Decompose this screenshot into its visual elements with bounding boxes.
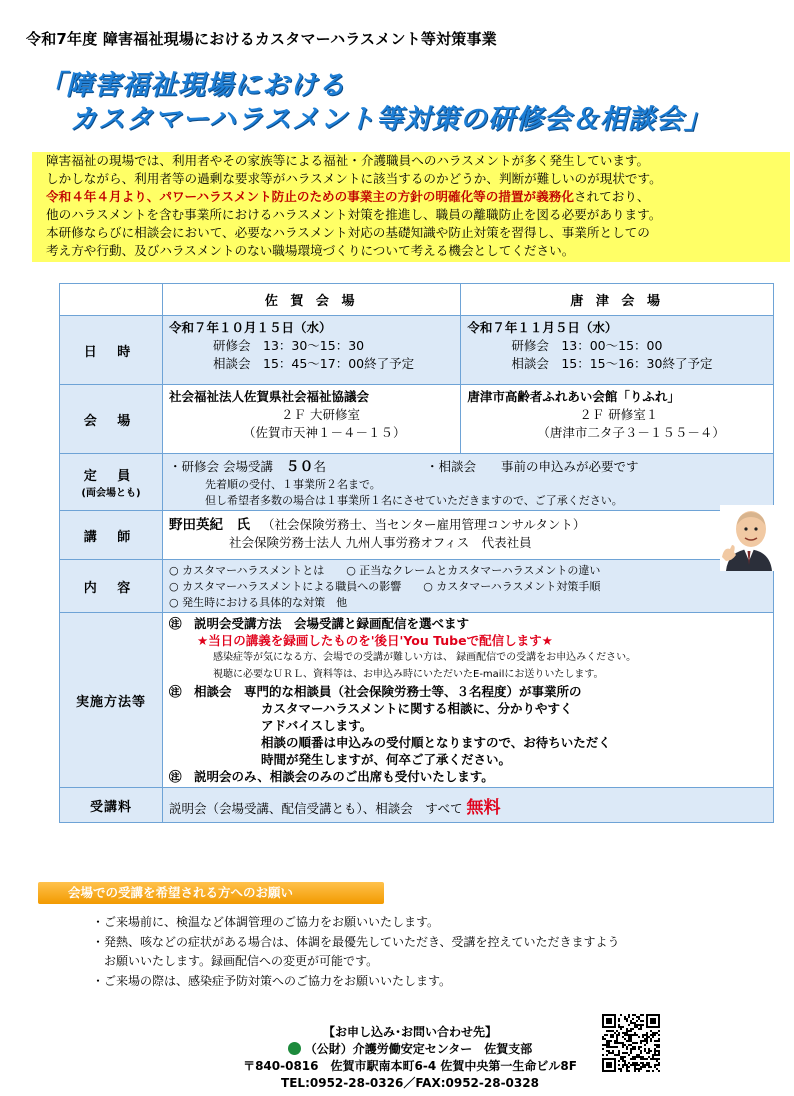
column-karatsu: 唐 津 会 場 bbox=[461, 284, 774, 316]
intro-line: 他のハラスメントを含む事業所におけるハラスメント対策を推進し、職員の離職防止を図る必要があります。 bbox=[46, 207, 662, 223]
content-cell: ○ カスタマーハラスメントとは ○ 正当なクレームとカスタマーハラスメントの違い ○ カスタマーハラスメントによる職員への影響 ○ カスタマーハラスメント対策手順 ○ 発生時における具体的な対策 他 bbox=[163, 560, 774, 613]
intro-line: 考え方や行動、及びハラスメントのない職場環境づくりについて考える機会としてください。 bbox=[46, 243, 575, 259]
karatsu-venue-cell: 唐津市高齢者ふれあい会館「りふれ」 ２Ｆ 研修室１ （唐津市二タ子３－１５５－４） bbox=[461, 385, 774, 454]
lecturer-cell: 野田英紀 氏 （社会保険労務士、当センター雇用管理コンサルタント） 社会保険労務士法人 九州人事労務オフィス 代表社員 bbox=[163, 511, 774, 560]
capacity-label: 定 員 (両会場とも) bbox=[60, 454, 163, 511]
karatsu-date-cell: 令和７年１１月５日（水） 研修会 13：00～15：00 相談会 15：15～16：30終了予定 bbox=[461, 316, 774, 385]
intro-line: 本研修ならびに相談会において、必要なハラスメント対応の基礎知識や防止対策を習得し、事業所としての bbox=[46, 225, 650, 241]
notice-item: ・ご来場の際は、感染症予防対策へのご協力をお願いいたします。 bbox=[92, 973, 452, 988]
venue-label: 会 場 bbox=[60, 385, 163, 454]
qr-code-icon[interactable] bbox=[602, 1014, 660, 1072]
notice-item: ・ご来場前に、検温など体調管理のご協力をお願いいたします。 bbox=[92, 915, 440, 929]
method-cell: ㊟ 説明会受講方法 会場受講と録画配信を選べます ★当日の講義を録画したものを'後日'You Tubeで配信します★ 感染症等が気になる方、会場での受講が難しい方は、 録画配信での受講をお申込みください。 視聴に必要なＵＲＬ、資料等は、お申込み時にいただいたE-mailにお送りいたします。 ㊟ 相談会 専門的な相談員（社会保険労務士等、３名程度）が事業所の カスタマーハラスメントに関する相談に、分かりやすく アドバイスします。 相談の順番は申込みの受付順となりますので、お待ちいただく 時間が発生しますが、何卒ご了承ください。 ㊟ 説明会のみ、相談会のみのご出席も受付いたします。 bbox=[163, 613, 774, 788]
event-table bbox=[59, 283, 774, 823]
contact-footer bbox=[230, 1024, 590, 1092]
saga-venue-cell: 社会福祉法人佐賀県社会福祉協議会 ２Ｆ 大研修室 （佐賀市天神１－４－１５） bbox=[163, 385, 461, 454]
org-logo-icon bbox=[288, 1042, 301, 1055]
column-saga: 佐 賀 会 場 bbox=[163, 284, 461, 316]
fee-free: 無料 bbox=[466, 797, 501, 818]
saga-date-cell: 令和７年１０月１５日（水） 研修会 13：30～15：30 相談会 15：45～17：00終了予定 bbox=[163, 316, 461, 385]
fee-label: 受講料 bbox=[60, 788, 163, 823]
title-line-1: 「障害福祉現場における bbox=[38, 70, 346, 101]
date-label: 日 時 bbox=[60, 316, 163, 385]
content-label: 内 容 bbox=[60, 560, 163, 613]
contact-address: 〒840-0816 佐賀市駅南本町6-4 佐賀中央第一生命ビル8F bbox=[243, 1059, 577, 1073]
notice-item: お願いいたします。録画配信への変更が可能です。 bbox=[104, 954, 379, 968]
program-subtitle: 令和7年度 障害福祉現場におけるカスタマーハラスメント等対策事業 bbox=[26, 30, 497, 48]
notice-list bbox=[92, 913, 620, 991]
contact-org: （公財）介護労働安定センター 佐賀支部 bbox=[230, 1041, 590, 1058]
intro-line: 令和４年４月より、パワーハラスメント防止のための事業主の方針の明確化等の措置が義務化されており、 bbox=[46, 189, 650, 205]
intro-line: しかしながら、利用者等の過剰な要求等がハラスメントに該当するのかどうか、判断が難しいのが現状です。 bbox=[46, 171, 662, 187]
notice-heading: 会場での受講を希望される方へのお願い bbox=[38, 882, 384, 904]
contact-tel: TEL:0952-28-0326／FAX:0952-28-0328 bbox=[281, 1076, 539, 1090]
title-line-2: カスタマーハラスメント等対策の研修会＆相談会」 bbox=[70, 104, 712, 135]
lecturer-label: 講 師 bbox=[60, 511, 163, 560]
intro-line: 障害福祉の現場では、利用者やその家族等による福祉・介護職員へのハラスメントが多く発生しています。 bbox=[46, 153, 650, 168]
lecturer-portrait bbox=[720, 505, 778, 571]
capacity-cell: ・研修会 会場受講 ５０名 ・相談会 事前の申込みが必要です 先着順の受付、１事業所２名まで。 但し希望者多数の場合は１事業所１名にさせていただきますので、ご了承ください。 bbox=[163, 454, 774, 511]
intro-box bbox=[32, 152, 790, 262]
notice-item: ・発熱、咳などの症状がある場合は、体調を最優先していただき、受講を控えていただきますよう bbox=[92, 934, 620, 949]
intro-highlight: 令和４年４月より、パワーハラスメント防止のための事業主の方針の明確化等の措置が義務化 bbox=[46, 189, 574, 205]
fee-cell: 説明会（会場受講、配信受講とも）、相談会 すべて 無料 bbox=[163, 788, 774, 823]
method-label: 実施方法等 bbox=[60, 613, 163, 788]
contact-heading: 【お申し込み･お問い合わせ先】 bbox=[322, 1025, 497, 1039]
